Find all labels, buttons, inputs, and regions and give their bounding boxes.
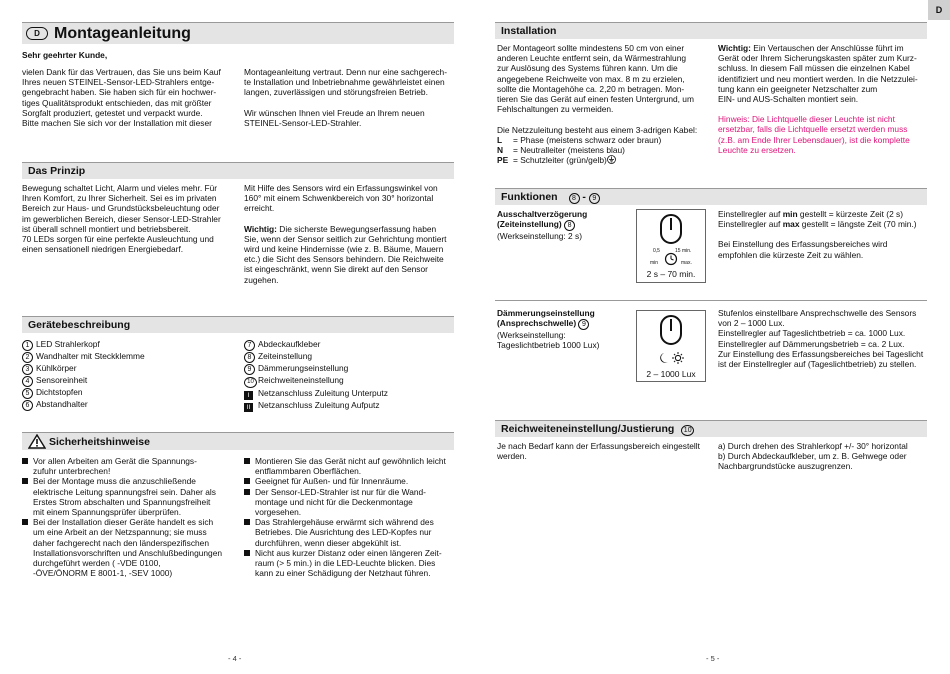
list-item-text: Netzanschluss Zuleitung Aufputz	[258, 400, 380, 410]
prinzip-col1: Bewegung schaltet Licht, Alarm und vieles mehr. Für Ihren Komfort, zu Ihrer Sicherheit. Sei es im privaten Bereich zur Haus- und Grundstücksbeleuchtung oder im gewerblichen Bereich, dieser Sensor-LED-Strahler ist überall schnell montiert und betriebsbereit. 70 LEDs sorgen für eine perfekte Ausleuchtung und einen sensationell niedrigen Energiebedarf.	[22, 183, 221, 255]
list-item	[22, 375, 237, 387]
list-item-marker	[22, 375, 33, 387]
list-item-marker	[22, 339, 33, 351]
zeit-ref: 8	[564, 220, 575, 231]
divider	[495, 300, 927, 301]
page-title: Montageanleitung	[54, 25, 191, 42]
list-item-marker	[244, 339, 255, 351]
installation-text: Der Montageort sollte mindestens 50 cm von einer anderen Leuchte entfernt sein, da Wärmestrahlung zur Auslösung des Systems führen kann. Um die angegebene Reichweite von max. 8 m zu erzielen, sollte die Montagehöhe ca. 2,20 m betragen. Mon- tieren Sie das Gerät auf einen festen Untergrund, um Fehlschaltungen zu vermeiden. Die Netzzuleitung besteht aus einem 3-adrigen Kabel:	[497, 43, 698, 135]
bullet-text: Bei der Installation dieser Geräte handelt es sich um eine Arbeit an der Netzspannung; sie muss daher fachgerecht nach den länderspezifischen Installationsvorschriften und Anschlußbedingungen durchgeführt werden ( -VDE 0100, -ÖVE/ÖNORM E 8001-1, -SEV 1000)	[33, 517, 223, 579]
item-number: 3	[22, 364, 33, 375]
list-item-marker	[22, 363, 33, 375]
ref-9: 9	[589, 193, 600, 204]
list-item	[244, 375, 459, 388]
section-header-installation: Installation	[495, 22, 927, 39]
hinweis-text: Hinweis: Die Lichtquelle dieser Leuchte ist nicht ersetzbar, falls die Lichtquelle ersetzt werden muss (z.B. am Ende Ihrer Lebensdauer), ist die komplette Leuchte zu ersetzen.	[718, 114, 910, 155]
bullet-item	[244, 487, 459, 518]
bullet-text: Das Strahlergehäuse erwärmt sich während des Betriebes. Die Ausrichtung des LED-Kopfes nur durchführen, wenn dieser abgekühlt ist.	[255, 517, 434, 548]
item-number: I	[244, 391, 253, 400]
funktionen-title: Funktionen	[501, 191, 558, 203]
reichweite-ref: 10	[681, 425, 694, 436]
bullet-text: Der Sensor-LED-Strahler ist nur für die Wand- montage und nicht für die Deckenmontage vorgesehen.	[255, 486, 426, 518]
prinzip-text-a: Mit Hilfe des Sensors wird ein Erfassungswinkel von 160° mit einem Schwenkbereich von 30° horizontal erreicht.	[244, 183, 438, 214]
list-item-text: LED Strahlerkopf	[36, 339, 100, 349]
wichtig-label: Wichtig:	[244, 223, 277, 234]
cable-value: = Phase (meistens schwarz oder braun)	[513, 134, 662, 145]
moon-sun-icon	[657, 351, 687, 365]
installation-col1	[497, 43, 712, 165]
bullet-icon	[22, 517, 33, 578]
bullet-item	[244, 517, 459, 548]
page-number-right: - 5 -	[706, 654, 720, 663]
language-badge: D	[26, 27, 48, 40]
bullet-item	[244, 456, 459, 476]
zeit-desc1-c: gestellt = kürzeste Zeit (2 s)	[797, 209, 904, 219]
section-header-funktionen	[495, 188, 927, 205]
section-header-reichweite	[495, 420, 927, 437]
list-item-marker	[244, 363, 255, 375]
bullet-text: Bei der Montage muss die anzuschließende elektrische Leitung spannungsfrei sein. Daher als Erstes Strom abschalten und Spannungsfreiheit mit einem Spannungsprüfer überprüfen.	[33, 476, 216, 518]
list-item-text: Kühlkörper	[36, 363, 77, 373]
installation-wichtig	[718, 43, 933, 104]
daem-range: 2 – 1000 Lux	[646, 369, 696, 379]
sicherheit-title: Sicherheitshinweise	[49, 435, 150, 448]
bullet-text: Montieren Sie das Gerät nicht auf gewöhnlich leicht entflammbaren Oberflächen.	[255, 456, 446, 477]
zeit-dial-box	[636, 209, 706, 283]
list-item-marker	[244, 375, 255, 388]
ref-sep: -	[582, 191, 586, 203]
knob-icon	[660, 214, 682, 244]
bullet-icon	[244, 487, 255, 518]
dial-label-min: min	[650, 260, 659, 266]
reichweite-title: Reichweiteneinstellung/Justierung	[501, 423, 675, 435]
bullet-item	[244, 476, 459, 486]
list-item-marker	[244, 388, 255, 400]
bullet-item	[22, 517, 237, 578]
daem-label-block	[497, 308, 637, 351]
daem-title: Dämmerungseinstellung (Ansprechschwelle)	[497, 308, 595, 329]
list-item	[244, 339, 459, 351]
geraete-list-col2	[244, 339, 459, 412]
section-header-sicherheit	[22, 432, 454, 450]
install-wichtig-label: Wichtig:	[718, 43, 751, 53]
list-item-text: Abdeckaufkleber	[258, 339, 321, 349]
prinzip-wichtig-text: Die sicherste Bewegungserfassung haben Sie, wenn der Sensor seitlich zur Gehrichtung montiert wird und keine Hindernisse (wie z. B. Bäume, Mauern etc.) die Sicht des Sensors behindern. Die Reichweite ist eingeschränkt, wenn Sie direkt auf den Sensor zugehen.	[244, 223, 447, 285]
bullet-text: Nicht aus kurzer Distanz oder einen längeren Zeit- raum (> 5 min.) in die LED-Leuchte blicken. Dies kann zu einer Schädigung der Netzhaut führen.	[255, 547, 442, 579]
dial-label-max: max.	[681, 260, 692, 266]
list-item-marker	[22, 351, 33, 363]
cable-list	[497, 135, 712, 166]
list-item	[22, 387, 237, 399]
daem-desc: Stufenlos einstellbare Ansprechschwelle des Sensors von 2 – 1000 Lux. Einstellregler auf Tageslichtbetrieb = ca. 1000 Lux. Einstellregler auf Dämmerungsbetrieb = ca. 2 Lux. Zur Einstellung des Erfassungsbereiches bei Tageslicht ist der Einstellregler auf (Tageslichtbetrieb) zu stellen.	[718, 308, 924, 370]
zeit-desc2-c: gestellt = längste Zeit (70 min.)	[799, 219, 917, 230]
ref-8: 8	[569, 193, 580, 204]
cable-key: PE	[497, 155, 509, 166]
list-item-text: Zeiteinstellung	[258, 351, 313, 361]
section-header-prinzip: Das Prinzip	[22, 162, 454, 179]
ground-icon	[607, 155, 616, 165]
item-number: 5	[22, 388, 33, 399]
geraete-list-col1	[22, 339, 237, 411]
bullet-text: Geeignet für Außen- und für Innenräume.	[255, 476, 409, 487]
cable-row	[497, 135, 712, 145]
bullet-icon	[244, 517, 255, 548]
installation-col2	[718, 43, 933, 155]
list-item	[244, 351, 459, 363]
cable-key: N	[497, 145, 504, 156]
bullet-icon	[244, 548, 255, 579]
page-title-bar	[22, 22, 454, 44]
prinzip-text-b	[244, 224, 459, 285]
clock-icon	[664, 252, 678, 266]
item-number: 6	[22, 400, 33, 411]
item-number: 9	[244, 364, 255, 375]
zeit-desc3: Bei Einstellung des Erfassungsbereiches wird empfohlen die kürzeste Zeit zu wählen.	[718, 239, 888, 260]
list-item	[244, 400, 459, 412]
bullet-item	[244, 548, 459, 579]
cable-key: L	[497, 134, 503, 145]
bullet-text: Vor allen Arbeiten am Gerät die Spannungs- zufuhr unterbrechen!	[33, 456, 197, 477]
list-item-marker	[22, 387, 33, 399]
list-item-text: Sensoreinheit	[36, 375, 88, 385]
zeit-sub: (Werkseinstellung: 2 s)	[497, 231, 583, 242]
bullet-icon	[22, 456, 33, 476]
cable-row	[497, 155, 712, 165]
list-item	[22, 351, 237, 363]
zeit-desc1-b: min	[782, 209, 798, 219]
zeit-range: 2 s – 70 min.	[646, 269, 696, 279]
list-item	[244, 388, 459, 400]
list-item	[244, 363, 459, 375]
item-number: 1	[22, 340, 33, 351]
section-header-geraete: Gerätebeschreibung	[22, 316, 454, 333]
list-item	[22, 399, 237, 411]
bullet-icon	[22, 476, 33, 517]
list-item-text: Dichtstopfen	[36, 387, 83, 397]
item-number: 2	[22, 352, 33, 363]
intro-col1: vielen Dank für das Vertrauen, das Sie uns beim Kauf Ihres neuen STEINEL-Sensor-LED-Strahlers entge- gengebracht haben. Sie haben sich für ein hochwer- tiges Qualitätsprodukt entschieden, das mit größter Sorgfalt produziert, getestet und verpackt wurde. Bitte machen Sie sich vor der Installation mit dieser	[22, 67, 221, 129]
daem-ref: 9	[578, 319, 589, 330]
list-item-text: Netzanschluss Zuleitung Unterputz	[258, 388, 388, 398]
knob-icon	[660, 315, 682, 345]
page-number-left: - 4 -	[228, 654, 242, 663]
list-item-marker	[22, 399, 33, 411]
item-number: 10	[244, 377, 257, 388]
bullet-icon	[244, 456, 255, 476]
item-number: 7	[244, 340, 255, 351]
zeit-desc2-a: Einstellregler auf	[718, 219, 783, 230]
list-item-text: Wandhalter mit Steckklemme	[36, 351, 145, 361]
cable-value: = Neutralleiter (meistens blau)	[513, 145, 625, 156]
dial-label-15: 15 min.	[675, 248, 692, 254]
greeting: Sehr geehrter Kunde,	[22, 50, 108, 60]
list-item-marker	[244, 400, 255, 412]
install-wichtig-text: Ein Vertauschen der Anschlüsse führt im Gerät oder Ihrem Sicherungskasten später zum Kurz- schluss. In diesem Fall müssen die einzelnen Kabel identifiziert und neu montiert werden. In die Netzzulei- tung kann ein geeigneter Netzschalter zum EIN- und AUS-Schalten montiert sein.	[718, 43, 918, 105]
dial-label-05: 0,5	[653, 248, 660, 254]
cable-value: = Schutzleiter (grün/gelb)	[513, 155, 607, 166]
bullet-icon	[244, 476, 255, 486]
item-number: II	[244, 403, 253, 412]
daem-sub: (Werkseinstellung: Tageslichtbetrieb 1000 Lux)	[497, 330, 600, 351]
list-item-marker	[244, 351, 255, 363]
zeit-title: Ausschaltverzögerung (Zeiteinstellung)	[497, 209, 588, 230]
item-number: 4	[22, 376, 33, 387]
sicherheit-list-col1	[22, 456, 237, 578]
bullet-item	[22, 476, 237, 517]
zeit-desc	[718, 209, 933, 260]
list-item	[22, 339, 237, 351]
intro-col2: Montageanleitung vertraut. Denn nur eine sachgerech- te Installation und Inbetriebnahme gewährleistet einen langen, zuverlässigen und störungsfreien Betrieb. Wir wünschen Ihnen viel Freude an Ihrem neuen STEINEL-Sensor-LED-Strahler.	[244, 67, 447, 129]
list-item	[22, 363, 237, 375]
bullet-item	[22, 456, 237, 476]
zeit-label-block	[497, 209, 637, 241]
item-number: 8	[244, 352, 255, 363]
warning-icon	[28, 434, 46, 449]
zeit-desc1-a: Einstellregler auf	[718, 209, 783, 219]
daem-dial-box	[636, 310, 706, 382]
list-item-text: Reichweiteneinstellung	[258, 375, 344, 385]
cable-row	[497, 145, 712, 155]
prinzip-col2	[244, 183, 459, 285]
zeit-desc2-b: max	[782, 219, 800, 230]
list-item-text: Dämmerungseinstellung	[258, 363, 349, 373]
reichweite-col1: Je nach Bedarf kann der Erfassungsbereich eingestellt werden.	[497, 441, 700, 462]
list-item-text: Abstandhalter	[36, 399, 88, 409]
language-tab: D	[928, 0, 950, 20]
sicherheit-list-col2	[244, 456, 459, 578]
reichweite-col2: a) Durch drehen des Strahlerkopf +/- 30° horizontal b) Durch Abdeckaufkleber, um z. B. Gehwege oder Nachbargrundstücke auszugrenzen.	[718, 441, 908, 472]
